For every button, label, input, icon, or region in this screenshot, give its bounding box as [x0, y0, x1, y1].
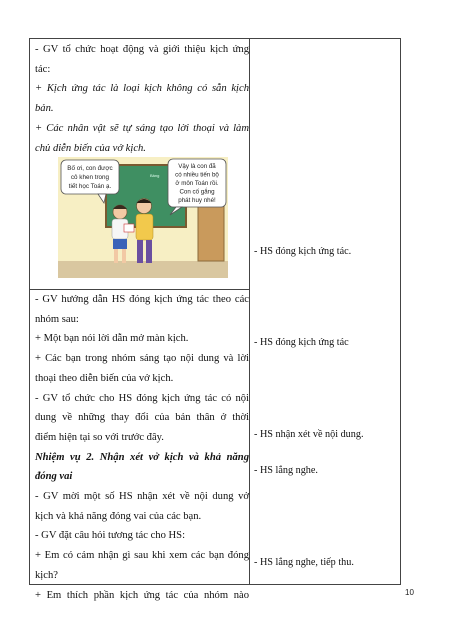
student-activity-4	[254, 465, 404, 476]
illustration-father-child	[58, 157, 228, 278]
text-line: - GV đặt câu hỏi tương tác cho HS:	[35, 530, 186, 542]
speech-bubble-father	[168, 159, 226, 215]
bubble-text: cô khen trong	[70, 174, 110, 181]
text-line: + Các nhân vật sẽ tự sáng tạo lời thoại và làm	[35, 122, 249, 134]
text-line: - GV mời một số HS nhận xét về nội dung vở	[35, 491, 249, 503]
text-line: - GV tổ chức cho HS đóng kịch ứng tác có nội	[35, 392, 249, 404]
bubble-text: ở môn Toán rồi.	[175, 180, 219, 187]
text-line: + Em thích phần kịch ứng tác của nhóm nào	[35, 589, 249, 601]
activity-intro	[35, 40, 249, 158]
bubble-text: có nhiều tiến bộ	[175, 171, 219, 179]
bubble-text: Con cố gắng	[179, 188, 215, 196]
text-line: + Em có cảm nhận gì sau khi xem các bạn đóng	[35, 550, 249, 562]
bubble-text: phát huy nhé!	[178, 197, 216, 204]
text-line: + Một bạn nói lời dẫn mở màn kịch.	[35, 333, 189, 345]
student-activity-2	[254, 337, 404, 348]
student-activity-5	[254, 557, 404, 568]
board-label: Bảng	[150, 173, 160, 178]
text-line: dung về những thay đổi của bản thân ở thời	[35, 412, 249, 424]
student-activity-3	[254, 429, 404, 440]
text-line: điểm hiện tại so với trước đây.	[35, 431, 164, 443]
text-line: bản.	[35, 103, 54, 115]
bubble-text: Bố ơi, con được	[67, 165, 113, 172]
text-line: - GV hướng dẫn HS đóng kịch ứng tác theo các	[35, 294, 249, 305]
activity-guide	[35, 290, 249, 605]
student-activity-1	[254, 246, 404, 257]
bubble-text: tiết học Toán ạ.	[68, 183, 112, 190]
page-number: 10	[405, 588, 414, 597]
text-line: tác:	[35, 63, 51, 75]
text-line: - HS đóng kịch ứng tác.	[254, 246, 352, 257]
task-heading: Nhiệm vụ 2. Nhận xét vở kịch và khả năng	[35, 451, 249, 463]
text-line: nhóm sau:	[35, 313, 79, 325]
task-heading: đóng vai	[35, 471, 73, 483]
text-line: - GV tổ chức hoạt động và giới thiệu kịch ứng	[35, 44, 249, 55]
text-line: - HS đóng kịch ứng tác	[254, 337, 349, 348]
text-line: - HS nhận xét về nội dung.	[254, 429, 364, 440]
floor	[58, 261, 228, 278]
right-cell	[250, 39, 401, 585]
text-line: + Kịch ứng tác là loại kịch không có sẵn kịch	[35, 83, 249, 95]
bubble-text: Vậy là con đã	[178, 163, 216, 170]
text-line: - HS lắng nghe.	[254, 465, 318, 476]
text-line: + Các bạn trong nhóm sáng tạo nội dung và lời	[35, 353, 249, 365]
text-line: - HS lắng nghe, tiếp thu.	[254, 557, 354, 568]
text-line: chủ diễn biến của vở kịch.	[35, 142, 146, 154]
text-line: kịch và khả năng đóng vai của các bạn.	[35, 510, 202, 522]
text-line: kịch?	[35, 569, 58, 581]
text-line: thoại theo diễn biến của vở kịch.	[35, 372, 174, 384]
